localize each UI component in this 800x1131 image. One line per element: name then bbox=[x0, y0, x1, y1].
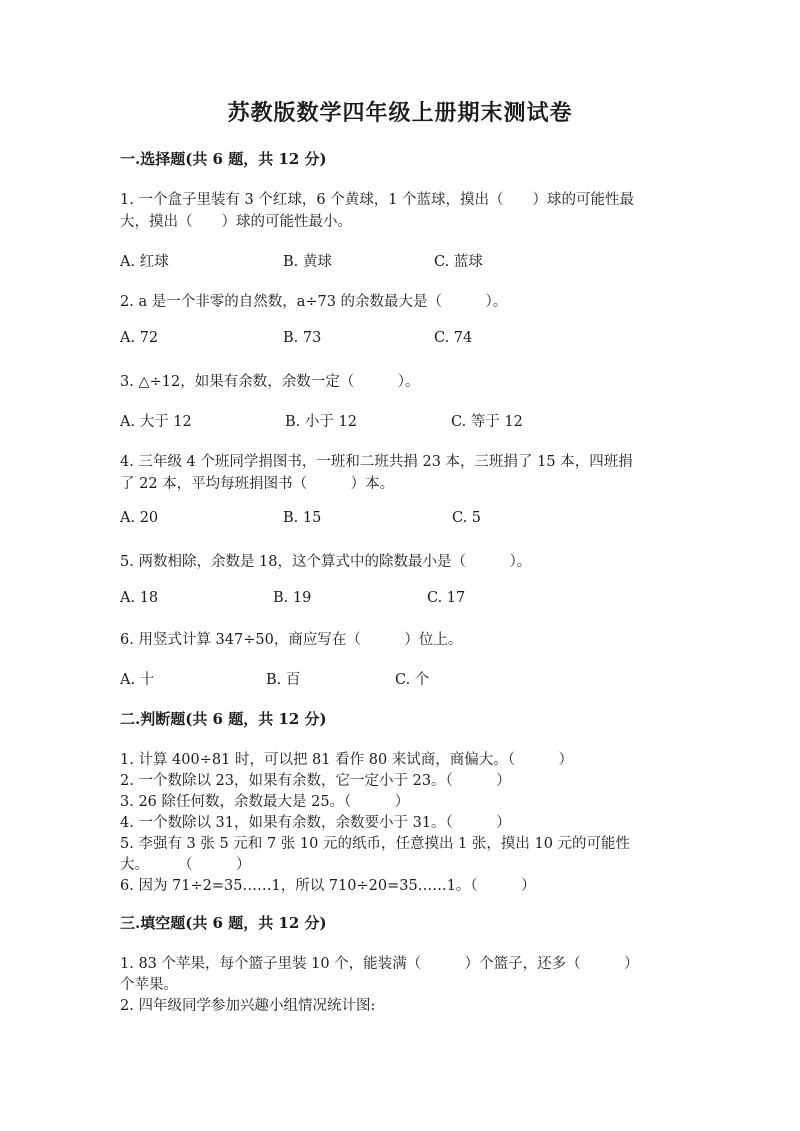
option-a: A. 十 bbox=[120, 672, 155, 688]
question-text: 6. 用竖式计算 347÷50，商应写在（ ）位上。 bbox=[120, 632, 463, 648]
question-text: 1. 计算 400÷81 时，可以把 81 看作 80 来试商，商偏大。（ ） bbox=[120, 752, 574, 768]
question-text: 1. 83 个苹果，每个篮子里装 10 个，能装满（ ）个篮子，还多（ ） bbox=[120, 956, 639, 972]
option-c: C. 蓝球 bbox=[434, 254, 483, 270]
option-b: B. 小于 12 bbox=[285, 414, 357, 430]
question-text: 大，摸出（ ）球的可能性最小。 bbox=[120, 214, 352, 230]
page-title: 苏教版数学四年级上册期末测试卷 bbox=[227, 100, 573, 126]
option-a: A. 18 bbox=[120, 590, 159, 606]
option-a: A. 大于 12 bbox=[120, 414, 192, 430]
question-text: 了 22 本，平均每班捐图书（ ）本。 bbox=[120, 476, 395, 492]
option-c: C. 等于 12 bbox=[451, 414, 523, 430]
section-heading-true-false: 二.判断题(共 6 题，共 12 分) bbox=[120, 710, 327, 728]
option-b: B. 黄球 bbox=[283, 254, 332, 270]
question-text: 1. 一个盒子里装有 3 个红球，6 个黄球，1 个蓝球，摸出（ ）球的可能性最 bbox=[120, 192, 635, 208]
question-text: 大。 （ ） bbox=[120, 857, 251, 873]
question-text: 3. △÷12，如果有余数，余数一定（ ）。 bbox=[120, 374, 420, 390]
option-c: C. 74 bbox=[434, 330, 473, 346]
option-c: C. 17 bbox=[427, 590, 466, 606]
option-b: B. 百 bbox=[266, 672, 301, 688]
question-text: 个苹果。 bbox=[120, 977, 178, 993]
question-text: 2. 四年级同学参加兴趣小组情况统计图: bbox=[120, 998, 376, 1014]
option-b: B. 15 bbox=[283, 510, 322, 526]
question-text: 2. 一个数除以 23，如果有余数，它一定小于 23。（ ） bbox=[120, 773, 511, 789]
question-text: 2. a 是一个非零的自然数，a÷73 的余数最大是（ ）。 bbox=[120, 294, 508, 310]
option-c: C. 5 bbox=[452, 510, 482, 526]
option-b: B. 73 bbox=[283, 330, 322, 346]
section-heading-fill-in: 三.填空题(共 6 题，共 12 分) bbox=[120, 914, 327, 932]
option-c: C. 个 bbox=[395, 672, 430, 688]
question-text: 4. 一个数除以 31，如果有余数，余数要小于 31。（ ） bbox=[120, 815, 511, 831]
question-text: 4. 三年级 4 个班同学捐图书，一班和二班共捐 23 本，三班捐了 15 本，四班捐 bbox=[120, 454, 633, 470]
question-text: 5. 两数相除，余数是 18，这个算式中的除数最小是（ ）。 bbox=[120, 554, 532, 570]
section-heading-choice: 一.选择题(共 6 题，共 12 分) bbox=[120, 150, 327, 168]
question-text: 6. 因为 71÷2=35……1，所以 710÷20=35……1。（ ） bbox=[120, 878, 536, 894]
question-text: 3. 26 除任何数，余数最大是 25。（ ） bbox=[120, 794, 410, 810]
option-a: A. 72 bbox=[120, 330, 159, 346]
option-a: A. 20 bbox=[120, 510, 159, 526]
option-b: B. 19 bbox=[273, 590, 312, 606]
option-a: A. 红球 bbox=[120, 254, 169, 270]
question-text: 5. 李强有 3 张 5 元和 7 张 10 元的纸币，任意摸出 1 张，摸出 10 元的可能性 bbox=[120, 836, 631, 852]
